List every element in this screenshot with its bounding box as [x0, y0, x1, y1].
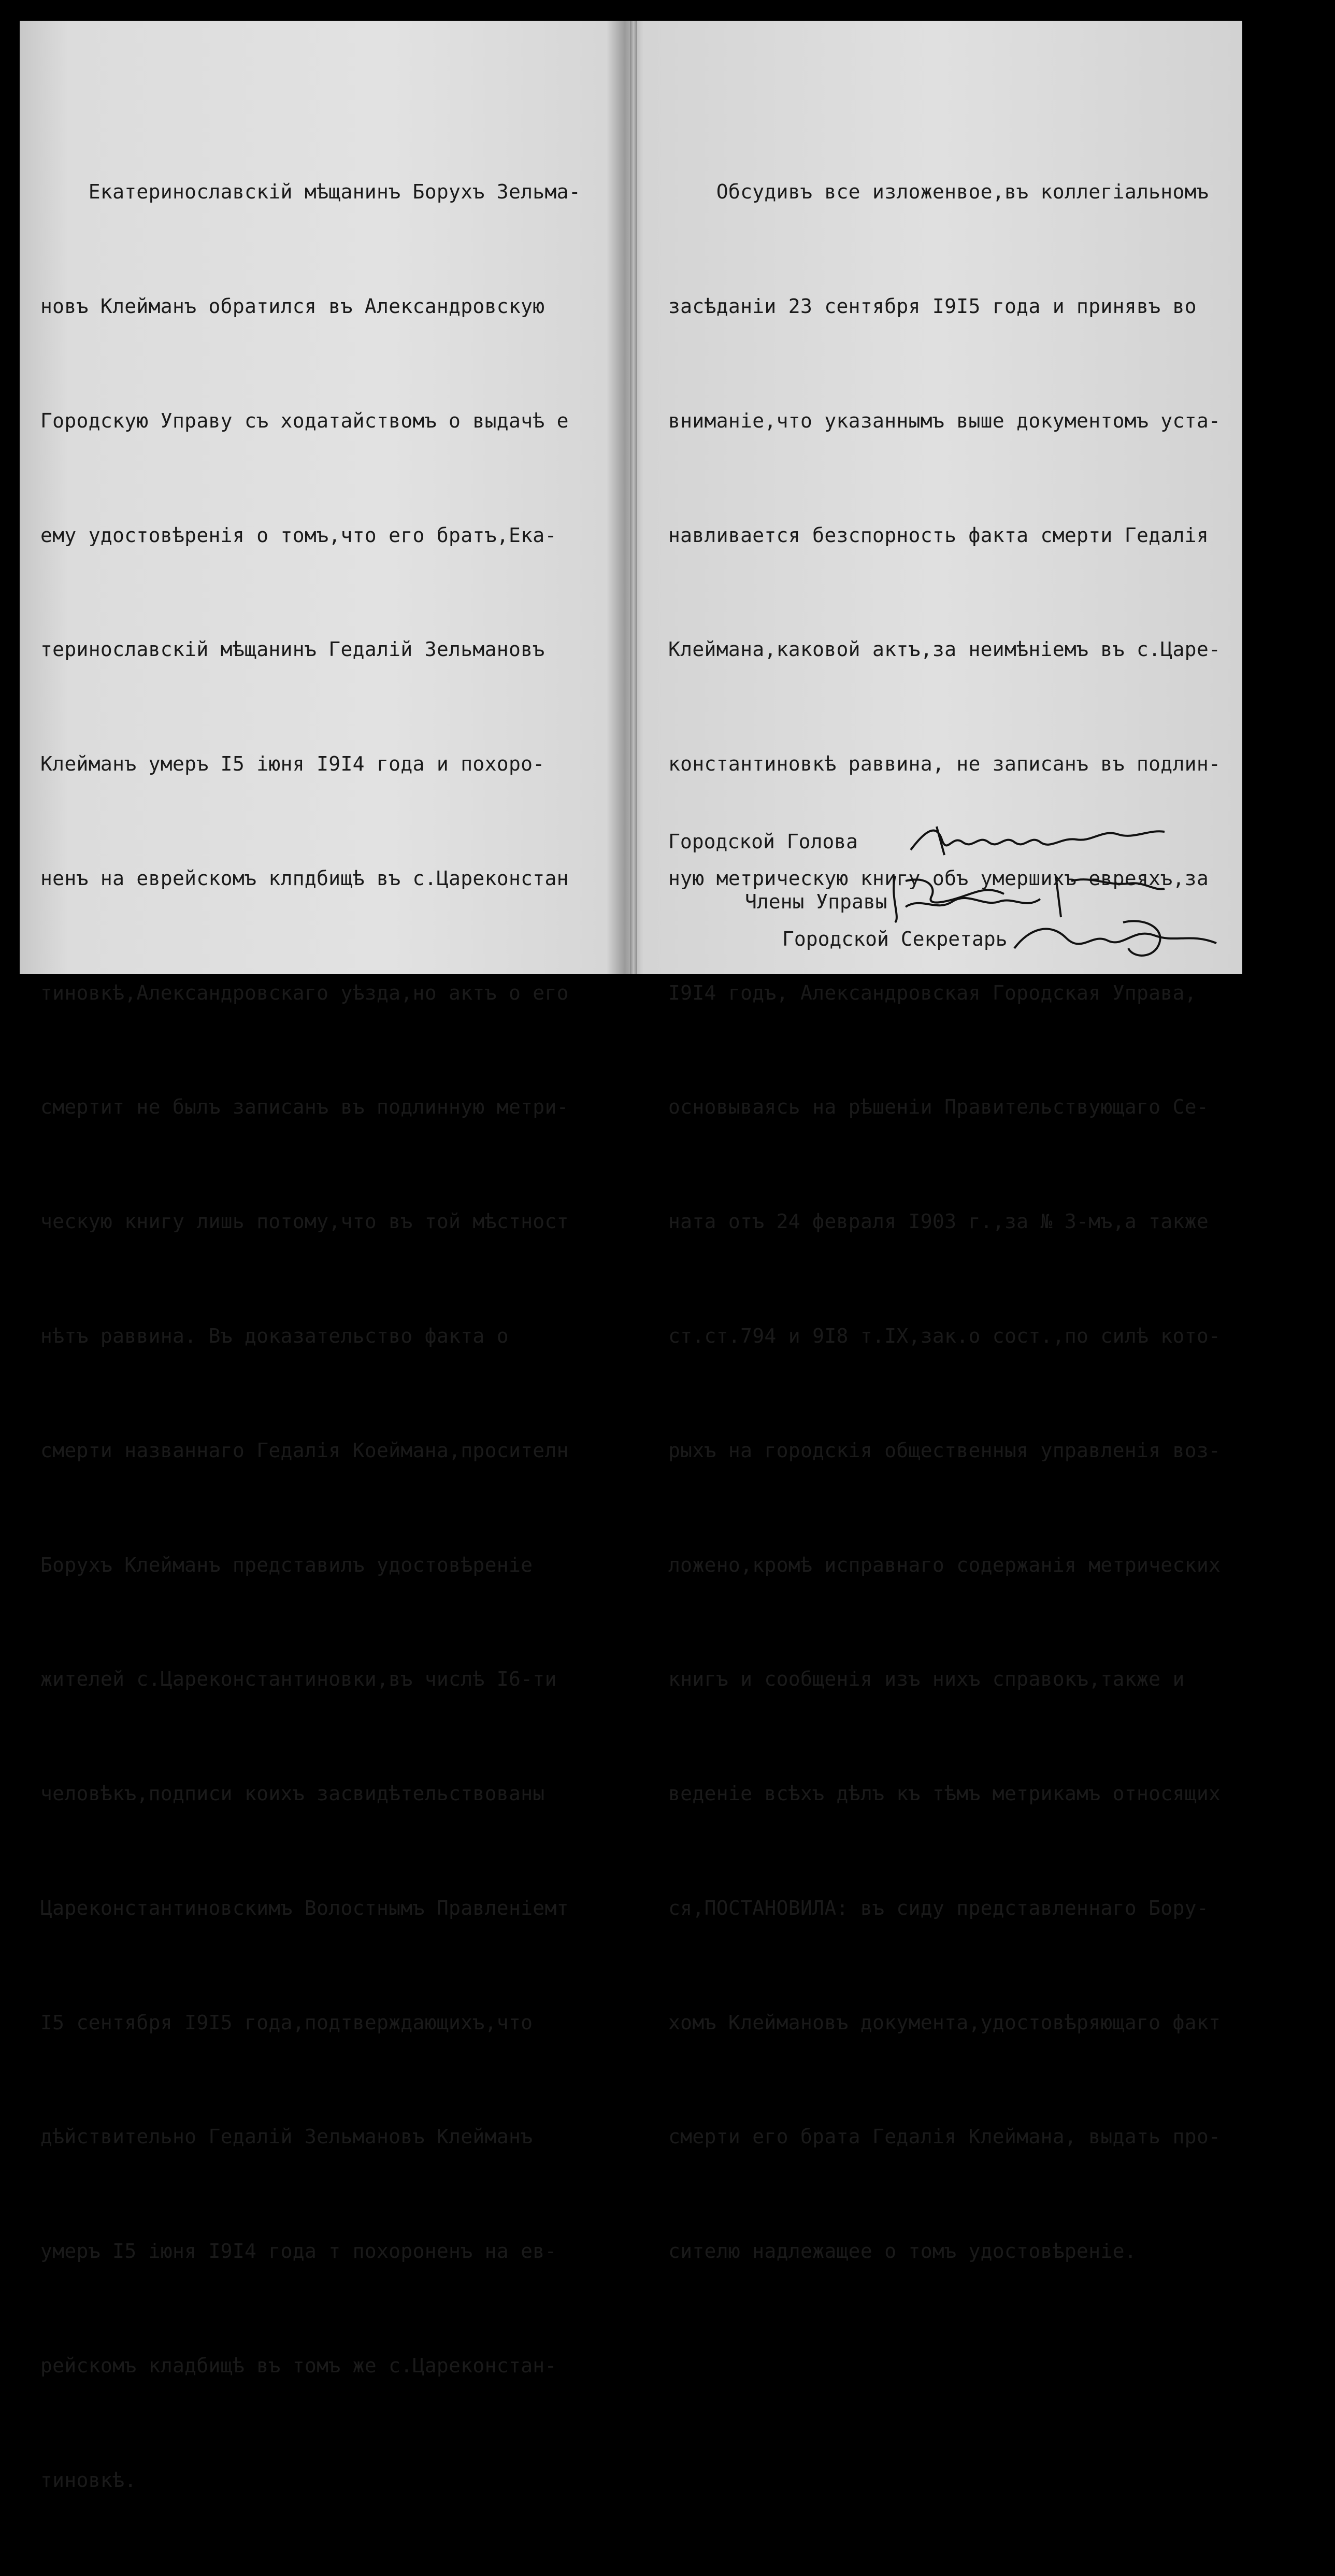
text-line: ческую книгу лишь потому,что въ той мѣстност	[40, 1210, 569, 1233]
text-line: тиновкѣ,Александровскаго уѣзда,но актъ о его	[40, 981, 569, 1004]
text-line: Екатеринославскій мѣщанинъ Борухъ Зельма-	[40, 180, 581, 204]
text-line: I5 сентября I9I5 года,подтверждающихъ,что	[40, 2011, 533, 2034]
text-line: новъ Клейманъ обратился въ Александровскую	[40, 294, 545, 318]
text-line: сителю надлежащее о томъ удостовѣреніе.	[668, 2240, 1137, 2263]
text-line: засѣданіи 23 сентября I9I5 года и принявъ во	[668, 294, 1197, 318]
text-line: вниманіе,что указаннымъ выше документомъ уста-	[668, 409, 1221, 432]
text-line: тиновкѣ.	[40, 2468, 137, 2492]
text-line: константиновкѣ раввина, не записанъ въ подлин-	[668, 752, 1221, 776]
text-line: нѣтъ раввина. Въ доказательство факта о	[40, 1325, 509, 1347]
text-line: смертит не былъ записанъ въ подлинную метри-	[40, 1095, 569, 1119]
text-line: человѣкъ,подписи коихъ засвидѣтельствованы	[40, 1782, 545, 1805]
document-scan	[20, 21, 1242, 2492]
text-line: рыхъ на городскія общественныя управленія воз-	[668, 1439, 1221, 1462]
text-line: ложено,кромѣ исправнаго содержанія метрических	[668, 1553, 1221, 1576]
text-line: Цареконстантиновскимъ Волостнымъ Правленіемт	[40, 1896, 569, 1919]
text-line: Клеймана,каковой актъ,за неимѣніемъ въ с.Царе-	[668, 638, 1221, 661]
text-line: ст.ст.794 и 9I8 т.IX,зак.о сост.,по силѣ кото-	[668, 1325, 1221, 1347]
text-line: ната отъ 24 февраля I903 г.,за № 3-мъ,а также	[668, 1210, 1209, 1233]
left-page	[20, 21, 631, 2492]
left-page-text	[40, 97, 581, 2576]
text-line: хомъ Клеймановъ документа,удостовѣряющаго факт	[668, 2011, 1221, 2034]
members-label: Члены Управы	[745, 890, 887, 913]
text-line: Клейманъ умеръ I5 іюня I9I4 года и похоро-	[40, 752, 545, 776]
text-line: умеръ I5 іюня I9I4 года т похороненъ на ев-	[40, 2240, 557, 2263]
text-line: ему удостовѣренія о томъ,что его братъ,Ека-	[40, 523, 557, 547]
text-line: книгъ и сообщенія изъ нихъ справокъ,также и	[668, 1668, 1185, 1691]
text-line: смерти его брата Гедалія Клеймана, выдать про-	[668, 2125, 1221, 2148]
text-line: Городскую Управу съ ходатайствомъ о выдачѣ е	[40, 409, 569, 432]
text-line: Борухъ Клейманъ представилъ удостовѣреніе	[40, 1553, 533, 1576]
text-line: I9I4 годъ, Александровская Городская Управа,	[668, 981, 1197, 1004]
text-line: рейскомъ кладбищѣ въ томъ же с.Цареконстан-	[40, 2354, 557, 2378]
text-line: ную метрическую книгу объ умершихъ евреяхъ,за	[668, 866, 1209, 890]
text-line: смерти названнаго Гедалія Коеймана,просителн	[40, 1439, 569, 1462]
mayor-label: Городской Голова	[668, 830, 858, 853]
right-page	[636, 21, 1242, 2263]
secretary-signature	[1009, 912, 1227, 969]
text-line: веденіе всѣхъ дѣлъ къ тѣмъ метрикамъ относящих	[668, 1782, 1221, 1805]
text-line: дѣйствительно Гедалій Зельмановъ Клейманъ	[40, 2125, 533, 2148]
secretary-label: Городской Секретарь	[782, 928, 1008, 950]
text-line: жителей с.Цареконстантиновки,въ числѣ I6-ти	[40, 1668, 557, 1691]
text-line: ся,ПОСТАНОВИЛА: въ сиду представленнаго Бору-	[668, 1896, 1209, 1919]
right-page-text	[668, 97, 1221, 2347]
text-line: теринославскій мѣщанинъ Гедалій Зельмановъ	[40, 638, 545, 661]
text-line: навливается безспорность факта смерти Гедалія	[668, 523, 1209, 547]
text-line: основываясь на рѣшеніи Правительствующаго Се-	[668, 1095, 1209, 1119]
text-line: Обсудивъ все изложенвое,въ коллегіальномъ	[668, 180, 1209, 204]
text-line: ненъ на еврейскомъ клпдбищѣ въ с.Цареконстан	[40, 866, 569, 890]
mayor-signature	[906, 819, 1175, 865]
